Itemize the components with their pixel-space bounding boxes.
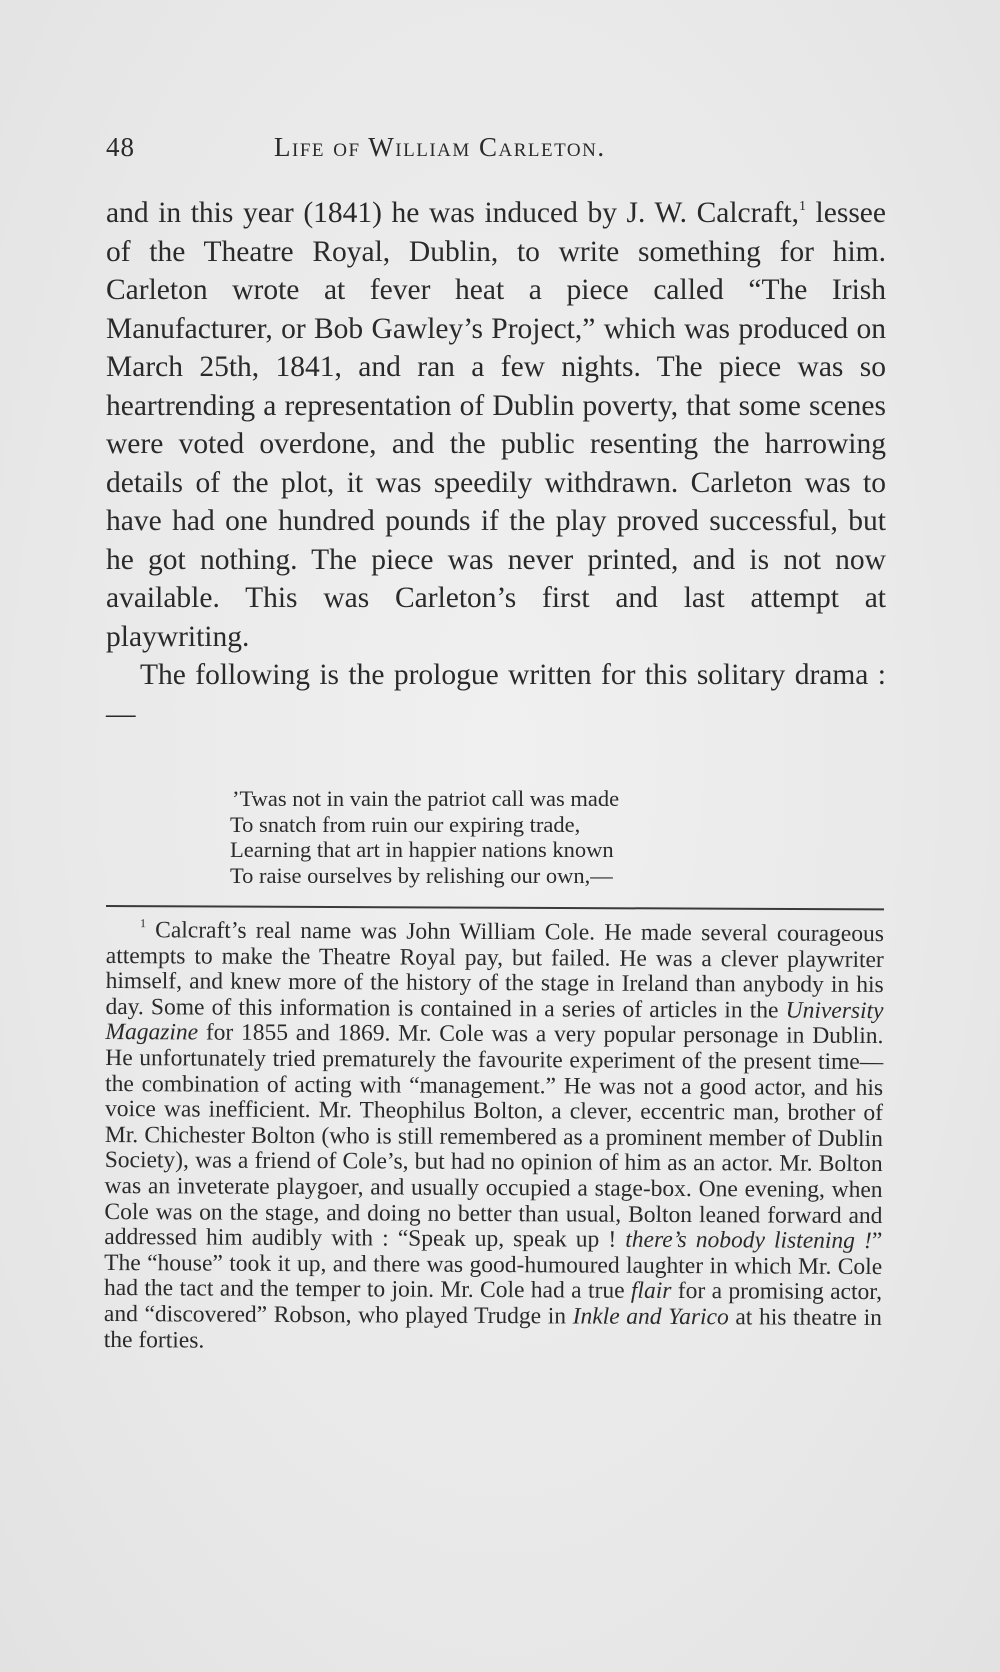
footnote [104, 918, 884, 1357]
paragraph-2: The following is the prologue written for this solitary drama :— [106, 659, 886, 730]
footnote-reference: 1 [798, 199, 806, 214]
footnote-divider [106, 905, 884, 910]
page-header [106, 132, 886, 172]
footnote-text-2: for 1855 and 1869. Mr. Cole was a very popular personage in Dublin. He unfortunately tried prematurely the favourite experiment of the present time—the combination of acting with “management.” He was not a good actor, and his voice was inefficient. Mr. Theophilus Bolton, a clever, eccentric man, brother of Mr. Chichester Bolton (who is still remembered as a prominent member of Dublin Society), was a friend of Cole’s, but had no opinion of him as an actor. Mr. Bolton was an inveterate playgoer, and usually occupied a stage-box. One evening, when Cole was on the stage, and doing no better than usual, Bolton leaned forward and addressed him audibly with : “Speak up, speak up ! [104, 1019, 884, 1253]
footnote-text-5: at his theatre in the forties. [103, 1304, 882, 1354]
prologue-verse [232, 786, 792, 888]
footnote-text-3: ” The “house” took it up, and there was good-humoured laughter in which Mr. Cole had the tact and the temper to join. Mr. Cole had a true [103, 1228, 883, 1305]
footnote-text-4: for a promising actor, and “discovered” Robson, who played Trudge in [103, 1278, 883, 1330]
footnote-italic-2: there’s nobody listening ! [625, 1226, 872, 1255]
page-number: 48 [106, 132, 135, 162]
paragraph-1-rest: lessee of the Theatre Royal, Dublin, to write something for him. Carleton wrote at fever heat a piece called “The Irish Manufacturer, or Bob Gawley’s Project,” which was produced on March 25th, 1841, and ran a few nights. The piece was so heartrending a representation of Dublin poverty, that some scenes were voted overdone, and the public resenting the harrowing details of the plot, it was speedily withdrawn. Carleton was to have had one hundred pounds if the play proved successful, but he got nothing. The piece was never printed, and is not now available. This was Carleton’s first and last attempt at playwriting. [106, 197, 886, 653]
footnote-text-1: Calcraft’s real name was John William Cole. He made several courageous attempts to make the Theatre Royal pay, but failed. He was a clever playwriter himself, and knew more of the history of the stage in Ireland than anybody in his day. Some of this information is contained in a series of articles in the [105, 917, 884, 1024]
verse-line: ’Twas not in vain the patriot call was made [232, 786, 620, 811]
running-title: Life of William Carleton. [274, 132, 606, 162]
paragraph-1 [106, 194, 886, 656]
footnote-italic-1: University Magazine [105, 997, 884, 1046]
verse-line: To raise ourselves by relishing our own,— [230, 862, 613, 888]
verse-line: To snatch from ruin our expiring trade, [230, 811, 581, 837]
main-text [106, 194, 886, 733]
footnote-marker: 1 [139, 916, 147, 931]
footnote-paragraph [104, 918, 884, 1357]
verse-line: Learning that art in happier nations known [230, 837, 614, 862]
paragraph-1-start: and in this year (1841) he was induced by J. W. Calcraft, [106, 197, 799, 229]
footnote-italic-4: Inkle and Yarico [572, 1303, 729, 1331]
footnote-italic-3: flair [630, 1278, 672, 1305]
